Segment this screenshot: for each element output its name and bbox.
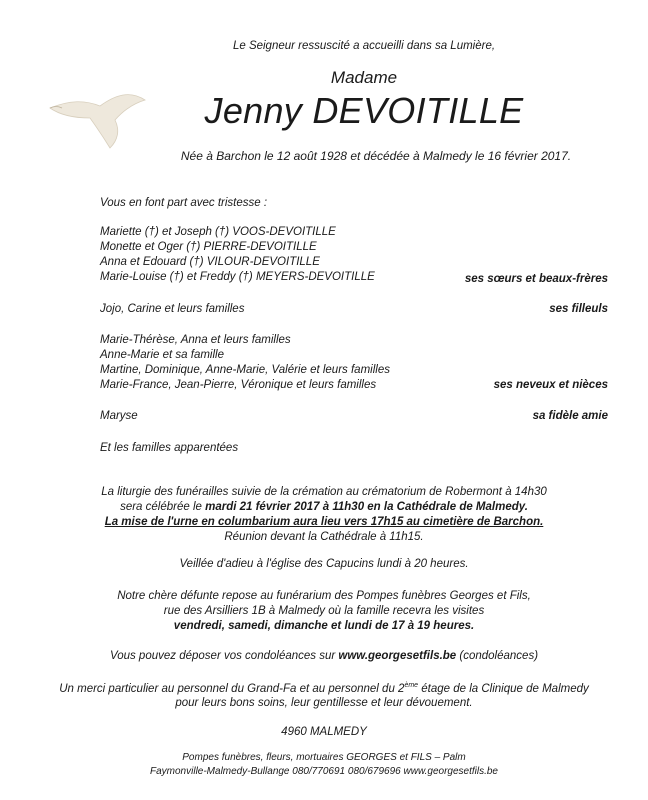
relation-label: sa fidèle amie xyxy=(532,410,608,422)
thanks-text-b: étage de la Clinique de Malmedy xyxy=(418,682,589,695)
thanks-line-2: pour leurs bons soins, leur gentillesse et leur dévouement. xyxy=(175,697,473,709)
footer-line-2: Faymonville-Malmedy-Bullange 080/770691 080/679696 www.georgesetfils.be xyxy=(150,766,498,777)
family-intro: Vous en font part avec tristesse : xyxy=(100,197,268,209)
ceremony-line-2-start: sera célébrée le xyxy=(120,501,206,513)
thanks-text-a: Un merci particulier au personnel du Grand-Fa et au personnel du 2 xyxy=(59,682,405,695)
footer-line-1: Pompes funèbres, fleurs, mortuaires GEORGES et FILS – Palm xyxy=(182,752,466,763)
ceremony-date: mardi 21 février 2017 à 11h30 en la Cathédrale de Malmedy. xyxy=(205,501,528,513)
family-name: Maryse xyxy=(100,410,138,422)
family-name: Anna et Edouard (†) VILOUR-DEVOITILLE xyxy=(100,256,320,268)
condolences-text: Vous pouvez déposer vos condoléances sur xyxy=(109,650,339,662)
rest-line-2: rue des Arsilliers 1B à Malmedy où la famille recevra les visites xyxy=(163,605,485,617)
ceremony-line-1: La liturgie des funérailles suivie de la crémation au crématorium de Robermont à 14h30 xyxy=(101,486,547,498)
family-name: Marie-Thérèse, Anna et leurs familles xyxy=(100,334,291,346)
urn-line: La mise de l'urne en columbarium aura lieu vers 17h15 au cimetière de Barchon. xyxy=(104,516,544,528)
relation-label: ses neveux et nièces xyxy=(493,379,608,391)
birth-death-line: Née à Barchon le 12 août 1928 et décédée à Malmedy le 16 février 2017. xyxy=(180,149,572,163)
ceremony-line-2 xyxy=(0,501,648,513)
family-name: Marie-France, Jean-Pierre, Véronique et leurs familles xyxy=(100,379,377,391)
postal-line: 4960 MALMEDY xyxy=(281,726,367,738)
meeting-line: Réunion devant la Cathédrale à 11h15. xyxy=(224,531,424,543)
thanks-superscript: ème xyxy=(404,682,419,689)
condolences-suffix: (condoléances) xyxy=(456,650,539,662)
family-name: Anne-Marie et sa famille xyxy=(100,349,224,361)
thanks-line-1 xyxy=(0,682,648,695)
visit-hours: vendredi, samedi, dimanche et lundi de 17 à 19 heures. xyxy=(173,620,475,632)
relation-label: ses filleuls xyxy=(549,303,608,315)
title-madame: Madame xyxy=(330,68,398,87)
family-name: Marie-Louise (†) et Freddy (†) MEYERS-DEVOITILLE xyxy=(100,271,375,283)
family-name: Monette et Oger (†) PIERRE-DEVOITILLE xyxy=(100,241,317,253)
family-name: Jojo, Carine et leurs familles xyxy=(100,303,245,315)
deceased-name: Jenny DEVOITILLE xyxy=(204,90,524,131)
intro-text: Le Seigneur ressuscité a accueilli dans sa Lumière, xyxy=(232,40,496,52)
family-closing: Et les familles apparentées xyxy=(100,442,239,454)
family-name: Mariette (†) et Joseph (†) VOOS-DEVOITILLE xyxy=(100,226,336,238)
family-name: Martine, Dominique, Anne-Marie, Valérie et leurs familles xyxy=(100,364,390,376)
rest-line-1: Notre chère défunte repose au funérarium des Pompes funèbres Georges et Fils, xyxy=(117,590,531,602)
condolences-link[interactable]: www.georgesetfils.be xyxy=(338,650,457,662)
condolences-line xyxy=(0,650,648,662)
vigil-line: Veillée d'adieu à l'église des Capucins lundi à 20 heures. xyxy=(179,558,469,570)
relation-label: ses sœurs et beaux-frères xyxy=(464,273,608,285)
